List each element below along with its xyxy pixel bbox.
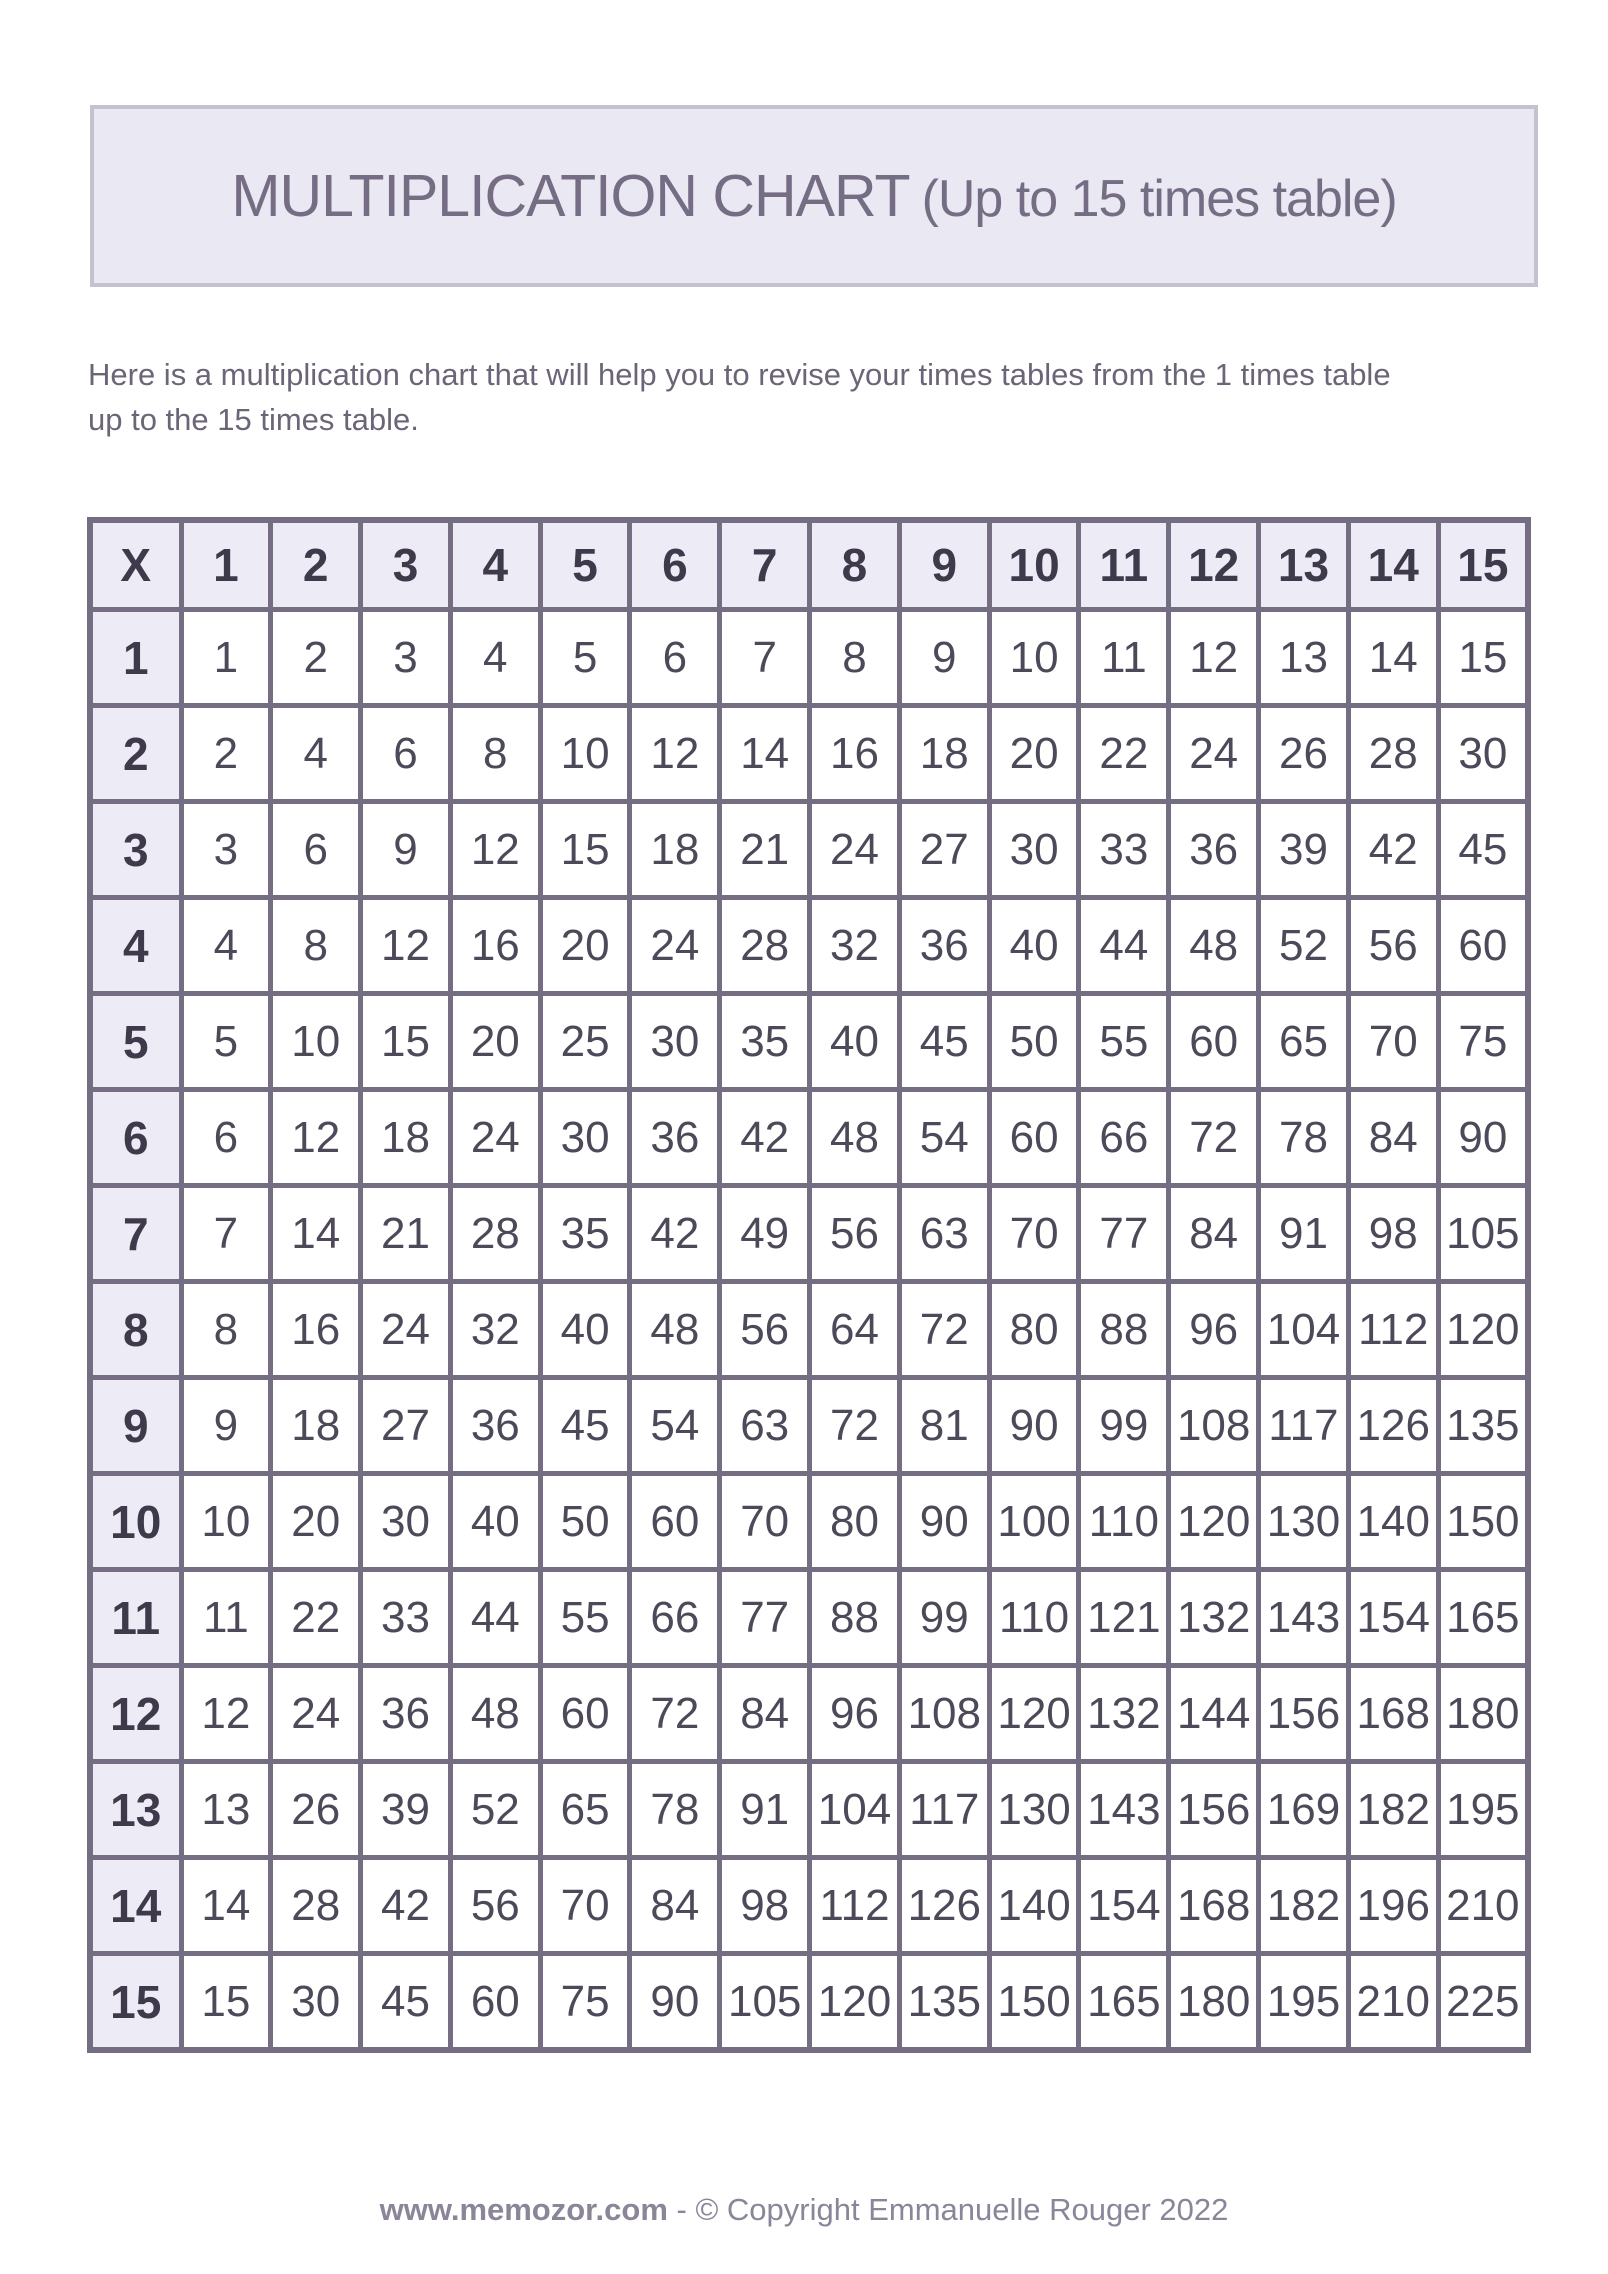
product-cell: 104 [810,1762,900,1858]
product-cell: 49 [720,1186,810,1282]
product-cell: 30 [361,1474,451,1570]
footer-site-text: www.memozor.com [379,2192,668,2227]
table-row [90,802,1528,898]
column-header-cell: 8 [810,520,900,610]
column-header-cell: 5 [540,520,630,610]
product-cell: 90 [899,1474,989,1570]
product-cell: 30 [271,1954,361,2051]
product-cell: 130 [989,1762,1079,1858]
table-row [90,1666,1528,1762]
product-cell: 35 [540,1186,630,1282]
table-row [90,1858,1528,1954]
product-cell: 2 [271,610,361,706]
product-cell: 10 [271,994,361,1090]
product-cell: 60 [450,1954,540,2051]
product-cell: 6 [630,610,720,706]
product-cell: 165 [1079,1954,1169,2051]
product-cell: 4 [181,898,271,994]
column-header-cell: 9 [899,520,989,610]
product-cell: 9 [181,1378,271,1474]
product-cell: 6 [361,706,451,802]
page-title [231,162,1396,230]
column-header-cell: 11 [1079,520,1169,610]
product-cell: 225 [1438,1954,1528,2051]
product-cell: 72 [810,1378,900,1474]
product-cell: 9 [899,610,989,706]
product-cell: 210 [1348,1954,1438,2051]
product-cell: 45 [899,994,989,1090]
product-cell: 88 [1079,1282,1169,1378]
product-cell: 42 [720,1090,810,1186]
product-cell: 108 [899,1666,989,1762]
product-cell: 130 [1259,1474,1349,1570]
product-cell: 72 [630,1666,720,1762]
product-cell: 168 [1169,1858,1259,1954]
product-cell: 8 [181,1282,271,1378]
corner-cell: X [90,520,181,610]
product-cell: 35 [720,994,810,1090]
product-cell: 132 [1079,1666,1169,1762]
product-cell: 6 [271,802,361,898]
table-row [90,706,1528,802]
row-header-cell: 4 [90,898,181,994]
product-cell: 63 [899,1186,989,1282]
product-cell: 12 [181,1666,271,1762]
table-row [90,994,1528,1090]
product-cell: 39 [1259,802,1349,898]
column-header-cell: 3 [361,520,451,610]
product-cell: 25 [540,994,630,1090]
product-cell: 21 [720,802,810,898]
product-cell: 126 [899,1858,989,1954]
product-cell: 75 [1438,994,1528,1090]
product-cell: 210 [1438,1858,1528,1954]
product-cell: 26 [271,1762,361,1858]
product-cell: 10 [989,610,1079,706]
product-cell: 44 [1079,898,1169,994]
product-cell: 22 [1079,706,1169,802]
table-row [90,1186,1528,1282]
table-row [90,610,1528,706]
row-header-cell: 9 [90,1378,181,1474]
product-cell: 91 [1259,1186,1349,1282]
table-row [90,1378,1528,1474]
product-cell: 22 [271,1570,361,1666]
product-cell: 14 [271,1186,361,1282]
product-cell: 84 [630,1858,720,1954]
product-cell: 27 [361,1378,451,1474]
product-cell: 91 [720,1762,810,1858]
column-header-cell: 4 [450,520,540,610]
product-cell: 60 [1169,994,1259,1090]
product-cell: 27 [899,802,989,898]
row-header-cell: 15 [90,1954,181,2051]
product-cell: 18 [361,1090,451,1186]
product-cell: 12 [450,802,540,898]
product-cell: 78 [1259,1090,1349,1186]
column-header-cell: 12 [1169,520,1259,610]
column-header-cell: 13 [1259,520,1349,610]
product-cell: 84 [720,1666,810,1762]
column-header-cell: 15 [1438,520,1528,610]
row-header-cell: 13 [90,1762,181,1858]
table-row [90,1474,1528,1570]
product-cell: 117 [899,1762,989,1858]
column-header-cell: 2 [271,520,361,610]
product-cell: 8 [810,610,900,706]
product-cell: 24 [810,802,900,898]
product-cell: 18 [899,706,989,802]
product-cell: 99 [899,1570,989,1666]
product-cell: 33 [361,1570,451,1666]
product-cell: 28 [720,898,810,994]
product-cell: 70 [989,1186,1079,1282]
product-cell: 144 [1169,1666,1259,1762]
product-cell: 15 [181,1954,271,2051]
product-cell: 3 [181,802,271,898]
product-cell: 42 [630,1186,720,1282]
product-cell: 52 [450,1762,540,1858]
product-cell: 3 [361,610,451,706]
product-cell: 33 [1079,802,1169,898]
row-header-cell: 1 [90,610,181,706]
product-cell: 77 [720,1570,810,1666]
title-banner [90,105,1538,287]
product-cell: 9 [361,802,451,898]
product-cell: 42 [361,1858,451,1954]
page-title-main: MULTIPLICATION CHART [231,163,910,229]
row-header-cell: 12 [90,1666,181,1762]
product-cell: 8 [271,898,361,994]
product-cell: 140 [989,1858,1079,1954]
product-cell: 39 [361,1762,451,1858]
product-cell: 60 [1438,898,1528,994]
product-cell: 169 [1259,1762,1349,1858]
product-cell: 30 [1438,706,1528,802]
column-header-cell: 14 [1348,520,1438,610]
product-cell: 78 [630,1762,720,1858]
product-cell: 156 [1169,1762,1259,1858]
column-header-cell: 7 [720,520,810,610]
product-cell: 117 [1259,1378,1349,1474]
product-cell: 105 [720,1954,810,2051]
product-cell: 182 [1348,1762,1438,1858]
table-row [90,1282,1528,1378]
product-cell: 18 [271,1378,361,1474]
product-cell: 16 [810,706,900,802]
column-header-cell: 6 [630,520,720,610]
product-cell: 20 [271,1474,361,1570]
product-cell: 32 [450,1282,540,1378]
product-cell: 56 [720,1282,810,1378]
product-cell: 48 [450,1666,540,1762]
product-cell: 84 [1348,1090,1438,1186]
product-cell: 13 [181,1762,271,1858]
product-cell: 12 [361,898,451,994]
product-cell: 60 [630,1474,720,1570]
product-cell: 66 [630,1570,720,1666]
product-cell: 55 [540,1570,630,1666]
product-cell: 135 [899,1954,989,2051]
row-header-cell: 14 [90,1858,181,1954]
product-cell: 40 [810,994,900,1090]
product-cell: 16 [271,1282,361,1378]
product-cell: 50 [989,994,1079,1090]
product-cell: 120 [1169,1474,1259,1570]
table-body [90,610,1528,2051]
product-cell: 56 [450,1858,540,1954]
product-cell: 110 [1079,1474,1169,1570]
product-cell: 44 [450,1570,540,1666]
product-cell: 140 [1348,1474,1438,1570]
product-cell: 13 [1259,610,1349,706]
product-cell: 32 [810,898,900,994]
intro-line-2: up to the 15 times table. [88,402,419,437]
product-cell: 120 [989,1666,1079,1762]
product-cell: 143 [1079,1762,1169,1858]
product-cell: 1 [181,610,271,706]
row-header-cell: 7 [90,1186,181,1282]
product-cell: 182 [1259,1858,1349,1954]
product-cell: 196 [1348,1858,1438,1954]
product-cell: 112 [1348,1282,1438,1378]
product-cell: 54 [630,1378,720,1474]
product-cell: 20 [540,898,630,994]
product-cell: 18 [630,802,720,898]
row-header-cell: 8 [90,1282,181,1378]
page-title-sub: (Up to 15 times table) [921,170,1397,228]
product-cell: 75 [540,1954,630,2051]
product-cell: 15 [540,802,630,898]
product-cell: 12 [1169,610,1259,706]
product-cell: 99 [1079,1378,1169,1474]
table-row [90,1090,1528,1186]
product-cell: 24 [450,1090,540,1186]
product-cell: 2 [181,706,271,802]
multiplication-table [87,517,1531,2053]
product-cell: 90 [630,1954,720,2051]
product-cell: 105 [1438,1186,1528,1282]
product-cell: 5 [181,994,271,1090]
product-cell: 45 [540,1378,630,1474]
table-row [90,1762,1528,1858]
footer-separator: - [667,2192,696,2227]
product-cell: 96 [810,1666,900,1762]
product-cell: 7 [720,610,810,706]
product-cell: 180 [1169,1954,1259,2051]
product-cell: 65 [1259,994,1349,1090]
product-cell: 90 [989,1378,1079,1474]
product-cell: 40 [540,1282,630,1378]
product-cell: 36 [630,1090,720,1186]
product-cell: 15 [1438,610,1528,706]
product-cell: 12 [271,1090,361,1186]
column-header-cell: 1 [181,520,271,610]
product-cell: 72 [1169,1090,1259,1186]
footer-copyright: © Copyright Emmanuelle Rouger 2022 [695,2192,1229,2227]
product-cell: 108 [1169,1378,1259,1474]
product-cell: 20 [989,706,1079,802]
product-cell: 52 [1259,898,1349,994]
product-cell: 28 [1348,706,1438,802]
product-cell: 40 [989,898,1079,994]
product-cell: 30 [989,802,1079,898]
product-cell: 88 [810,1570,900,1666]
intro-paragraph [88,352,1563,442]
product-cell: 72 [899,1282,989,1378]
product-cell: 96 [1169,1282,1259,1378]
product-cell: 30 [540,1090,630,1186]
product-cell: 70 [720,1474,810,1570]
product-cell: 24 [630,898,720,994]
product-cell: 36 [450,1378,540,1474]
product-cell: 150 [1438,1474,1528,1570]
product-cell: 14 [720,706,810,802]
product-cell: 80 [989,1282,1079,1378]
product-cell: 54 [899,1090,989,1186]
product-cell: 60 [540,1666,630,1762]
product-cell: 24 [1169,706,1259,802]
product-cell: 55 [1079,994,1169,1090]
table-header-row [90,520,1528,610]
product-cell: 48 [630,1282,720,1378]
product-cell: 48 [1169,898,1259,994]
product-cell: 110 [989,1570,1079,1666]
product-cell: 195 [1259,1954,1349,2051]
row-header-cell: 5 [90,994,181,1090]
product-cell: 180 [1438,1666,1528,1762]
product-cell: 20 [450,994,540,1090]
product-cell: 10 [181,1474,271,1570]
product-cell: 26 [1259,706,1349,802]
product-cell: 195 [1438,1762,1528,1858]
product-cell: 14 [1348,610,1438,706]
product-cell: 120 [810,1954,900,2051]
product-cell: 121 [1079,1570,1169,1666]
product-cell: 165 [1438,1570,1528,1666]
product-cell: 65 [540,1762,630,1858]
product-cell: 154 [1348,1570,1438,1666]
row-header-cell: 2 [90,706,181,802]
product-cell: 156 [1259,1666,1349,1762]
product-cell: 28 [271,1858,361,1954]
intro-line-1: Here is a multiplication chart that will help you to revise your times tables from the 1 times table [88,357,1391,392]
product-cell: 50 [540,1474,630,1570]
product-cell: 6 [181,1090,271,1186]
product-cell: 60 [989,1090,1079,1186]
product-cell: 64 [810,1282,900,1378]
row-header-cell: 3 [90,802,181,898]
product-cell: 100 [989,1474,1079,1570]
product-cell: 15 [361,994,451,1090]
product-cell: 81 [899,1378,989,1474]
product-cell: 45 [1438,802,1528,898]
product-cell: 45 [361,1954,451,2051]
product-cell: 90 [1438,1090,1528,1186]
product-cell: 24 [361,1282,451,1378]
product-cell: 77 [1079,1186,1169,1282]
product-cell: 154 [1079,1858,1169,1954]
row-header-cell: 6 [90,1090,181,1186]
product-cell: 8 [450,706,540,802]
product-cell: 42 [1348,802,1438,898]
product-cell: 14 [181,1858,271,1954]
product-cell: 16 [450,898,540,994]
product-cell: 66 [1079,1090,1169,1186]
product-cell: 30 [630,994,720,1090]
product-cell: 40 [450,1474,540,1570]
product-cell: 98 [720,1858,810,1954]
product-cell: 10 [540,706,630,802]
row-header-cell: 11 [90,1570,181,1666]
product-cell: 126 [1348,1378,1438,1474]
product-cell: 80 [810,1474,900,1570]
table-row [90,898,1528,994]
product-cell: 36 [1169,802,1259,898]
product-cell: 28 [450,1186,540,1282]
table-row [90,1570,1528,1666]
product-cell: 7 [181,1186,271,1282]
product-cell: 98 [1348,1186,1438,1282]
product-cell: 70 [1348,994,1438,1090]
product-cell: 135 [1438,1378,1528,1474]
product-cell: 112 [810,1858,900,1954]
product-cell: 56 [1348,898,1438,994]
column-header-cell: 10 [989,520,1079,610]
product-cell: 24 [271,1666,361,1762]
product-cell: 143 [1259,1570,1349,1666]
table-row [90,1954,1528,2051]
product-cell: 11 [1079,610,1169,706]
product-cell: 63 [720,1378,810,1474]
product-cell: 12 [630,706,720,802]
product-cell: 168 [1348,1666,1438,1762]
product-cell: 56 [810,1186,900,1282]
product-cell: 36 [899,898,989,994]
footer [0,2192,1608,2228]
product-cell: 4 [271,706,361,802]
product-cell: 120 [1438,1282,1528,1378]
product-cell: 21 [361,1186,451,1282]
product-cell: 84 [1169,1186,1259,1282]
product-cell: 70 [540,1858,630,1954]
row-header-cell: 10 [90,1474,181,1570]
product-cell: 150 [989,1954,1079,2051]
product-cell: 104 [1259,1282,1349,1378]
product-cell: 4 [450,610,540,706]
product-cell: 48 [810,1090,900,1186]
product-cell: 11 [181,1570,271,1666]
product-cell: 5 [540,610,630,706]
product-cell: 132 [1169,1570,1259,1666]
product-cell: 36 [361,1666,451,1762]
